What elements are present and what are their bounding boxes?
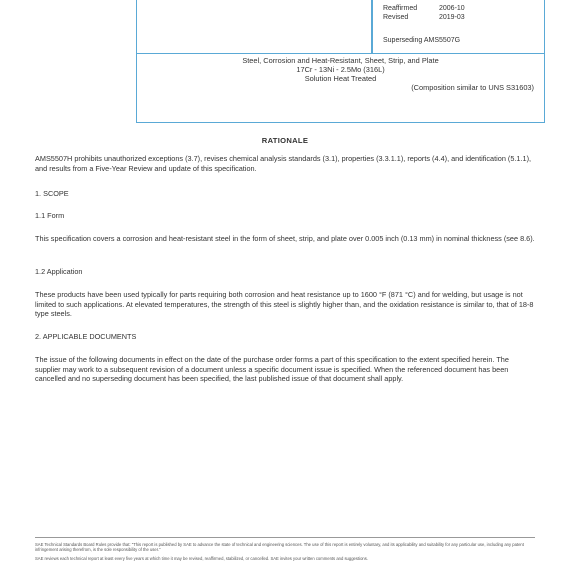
rationale-text: AMS5507H prohibits unauthorized exceptions (3.7), revises chemical analysis standards (3.1), properties (3.3.1.1), reports (4.4), and identification (5.1.1), and results from a Five-Year Review and update of this specification.: [35, 154, 532, 173]
composition-note: (Composition similar to UNS S31603): [411, 83, 534, 92]
reaffirmed-value: 2006-10: [439, 5, 465, 12]
footer-disclaimer: SAE Technical Standards Board Rules provide that: "This report is published by SAE to advance the state of technical and engineering sciences. The use of this report is entirely voluntary, and its applicability and suitability for any particular use, including any patent infringement arising therefrom, is the sole responsibility of the user.": [35, 542, 524, 553]
application-text: These products have been used typically for parts requiring both corrosion and heat resistance up to 1600 °F (871 °C) and for welding, but usage is not limited to such applications. At elevated temperatures, the strength of this steel is slightly higher than, and the oxidation resistance is similar to, that of 18-8 type steels.: [35, 290, 534, 319]
revised-label: Revised: [383, 14, 409, 21]
header-divider: [371, 0, 373, 53]
footer-divider: [35, 537, 535, 538]
header-meta-area: [137, 0, 544, 54]
form-text: This specification covers a corrosion and heat-resistant steel in the form of sheet, strip, and plate over 0.005 inch (0.13 mm) in nominal thickness (see 8.6).: [35, 234, 535, 243]
document-title: [137, 56, 544, 92]
revised-value: 2019-03: [439, 14, 465, 21]
title-line-3: Solution Heat Treated: [304, 74, 377, 83]
applicable-documents-text: The issue of the following documents in effect on the date of the purchase order forms a part of this specification to the extent specified herein. The supplier may work to a subsequent revision of a document unless a specific document issue is specified. When the referenced document has been cancelled and no superseding document has been specified, the last published issue of that document shall apply.: [35, 355, 509, 384]
applicable-documents-heading: 2. APPLICABLE DOCUMENTS: [35, 332, 137, 341]
form-heading: 1.1 Form: [35, 211, 65, 220]
superseding-note: Superseding AMS5507G: [383, 37, 461, 44]
rationale-heading: RATIONALE: [261, 136, 309, 145]
header-box: [136, 0, 545, 123]
revised-row: [383, 13, 533, 22]
reaffirmed-row: [383, 4, 533, 13]
application-heading: 1.2 Application: [35, 267, 83, 276]
title-line-2: 17Cr - 13Ni - 2.5Mo (316L): [296, 65, 385, 74]
footer-review-note: SAE reviews each technical report at least every five years at which time it may be revised, reaffirmed, stabilized, or cancelled. SAE invites your written comments and suggestions.: [35, 556, 368, 561]
reaffirmed-label: Reaffirmed: [383, 5, 418, 12]
title-line-1: Steel, Corrosion and Heat-Resistant, Sheet, Strip, and Plate: [242, 56, 439, 65]
scope-heading: 1. SCOPE: [35, 189, 69, 198]
